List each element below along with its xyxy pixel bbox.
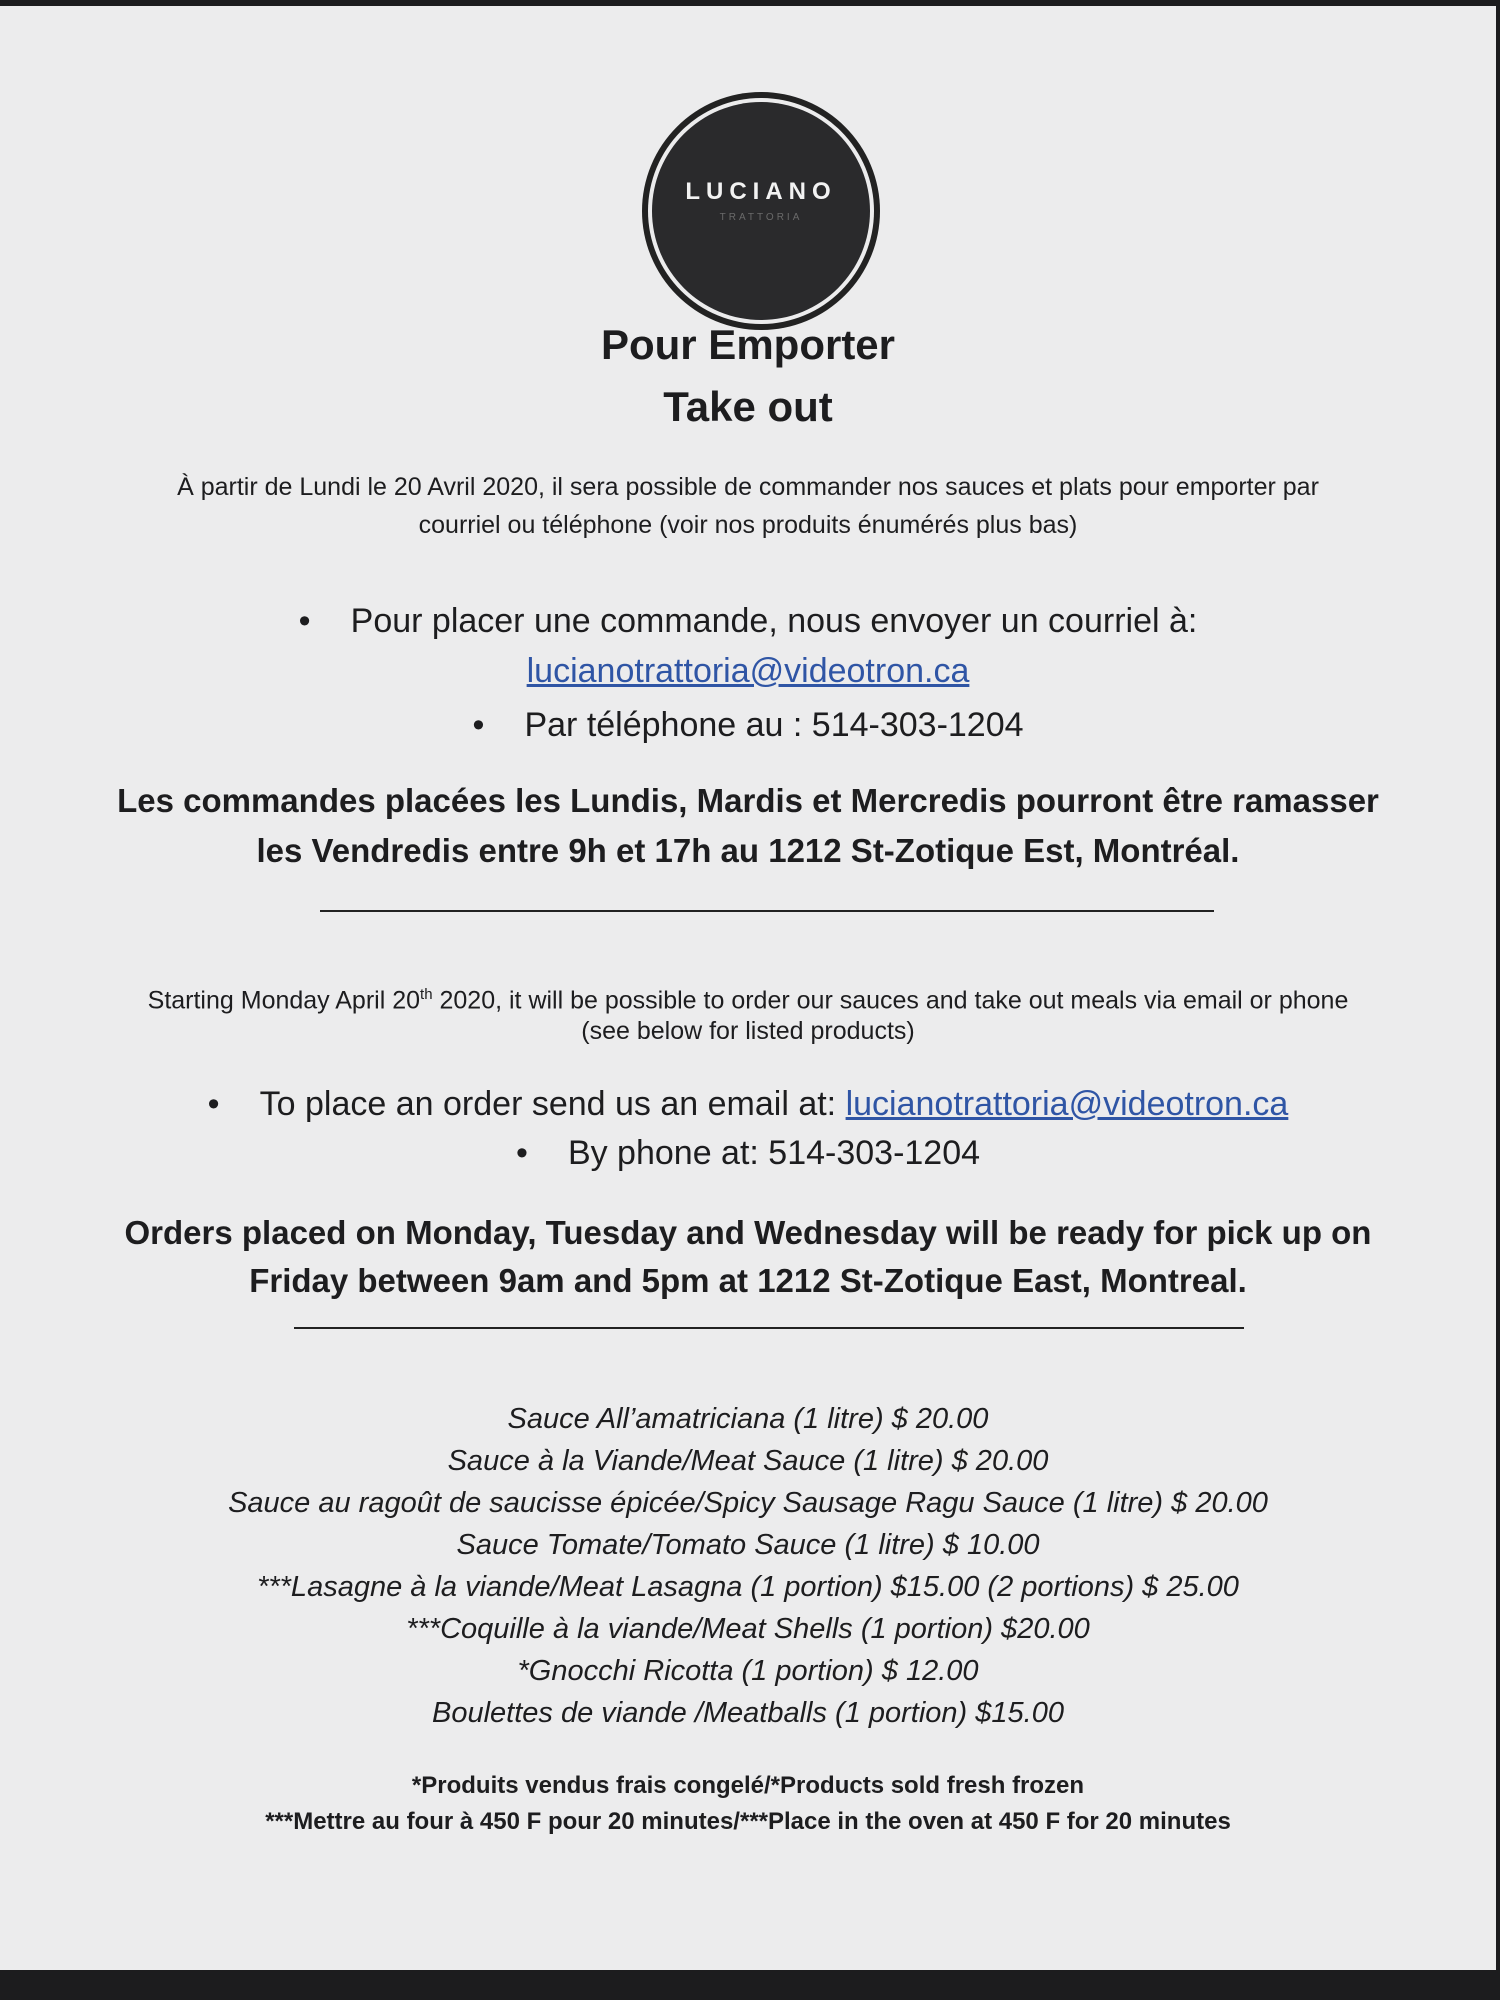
menu-item: Sauce All’amatriciana (1 litre) $ 20.00	[507, 1403, 989, 1435]
english-intro-line2: (see below for listed products)	[581, 1017, 915, 1045]
title-english: Take out	[663, 383, 833, 430]
footnote-oven: ***Mettre au four à 450 F pour 20 minutes/***Place in the oven at 450 F for 20 minutes	[265, 1808, 1231, 1835]
footnote-frozen: *Produits vendus frais congelé/*Products sold fresh frozen	[411, 1772, 1085, 1799]
menu-item: ***Coquille à la viande/Meat Shells (1 portion) $20.00	[406, 1613, 1090, 1645]
logo-name: LUCIANO	[685, 178, 837, 205]
french-intro-line2: courriel ou téléphone (voir nos produits énumérés plus bas)	[418, 511, 1078, 539]
english-email-item	[0, 1079, 1496, 1129]
english-phone-item	[0, 1128, 1496, 1178]
bullet	[208, 1085, 260, 1123]
french-email-link[interactable]: lucianotrattoria@videotron.ca	[526, 652, 970, 690]
title-french: Pour Emporter	[600, 321, 896, 368]
luciano-logo	[652, 102, 870, 320]
menu-item: Sauce au ragoût de saucisse épicée/Spicy Sausage Ragu Sauce (1 litre) $ 20.00	[228, 1487, 1268, 1519]
menu-item: Sauce Tomate/Tomato Sauce (1 litre) $ 10.00	[456, 1529, 1040, 1561]
english-intro-sup: th	[420, 986, 433, 1003]
french-phone-item	[0, 700, 1496, 750]
french-email-label: Pour placer une commande, nous envoyer un courriel à:	[350, 602, 1198, 640]
english-email-label: To place an order send us an email at:	[259, 1085, 846, 1123]
logo-subtitle: TRATTORIA	[719, 212, 803, 223]
french-intro-line1: À partir de Lundi le 20 Avril 2020, il sera possible de commander nos sauces et plats pour emporter par	[177, 473, 1319, 501]
flyer-page	[0, 6, 1496, 1970]
menu-item: ***Lasagne à la viande/Meat Lasagna (1 portion) $15.00 (2 portions) $ 25.00	[257, 1571, 1239, 1603]
english-phone-label: By phone at: 514-303-1204	[567, 1134, 981, 1172]
menu-item: Boulettes de viande /Meatballs (1 portion) $15.00	[432, 1697, 1064, 1729]
bullet	[472, 706, 524, 744]
french-email-item	[0, 596, 1496, 646]
english-pickup-line2: Friday between 9am and 5pm at 1212 St-Zotique East, Montreal.	[249, 1262, 1247, 1299]
english-pickup-line1: Orders placed on Monday, Tuesday and Wednesday will be ready for pick up on	[124, 1214, 1372, 1251]
french-pickup-line1: Les commandes placées les Lundis, Mardis et Mercredis pourront être ramasser	[117, 782, 1379, 819]
english-email-link[interactable]: lucianotrattoria@videotron.ca	[845, 1085, 1289, 1123]
french-pickup-line2: les Vendredis entre 9h et 17h au 1212 St-Zotique Est, Montréal.	[256, 832, 1240, 869]
french-email-row	[0, 646, 1496, 696]
english-intro-pre: Starting Monday April 20	[147, 986, 421, 1015]
english-intro-post: 2020, it will be possible to order our sauces and take out meals via email or phone	[432, 986, 1349, 1015]
bullet	[516, 1134, 568, 1172]
french-phone-label: Par téléphone au : 514-303-1204	[524, 706, 1024, 744]
divider	[320, 910, 1214, 912]
divider	[294, 1327, 1244, 1329]
menu-item: Sauce à la Viande/Meat Sauce (1 litre) $ 20.00	[447, 1445, 1049, 1477]
bullet	[299, 602, 351, 640]
menu-item: *Gnocchi Ricotta (1 portion) $ 12.00	[517, 1655, 979, 1687]
